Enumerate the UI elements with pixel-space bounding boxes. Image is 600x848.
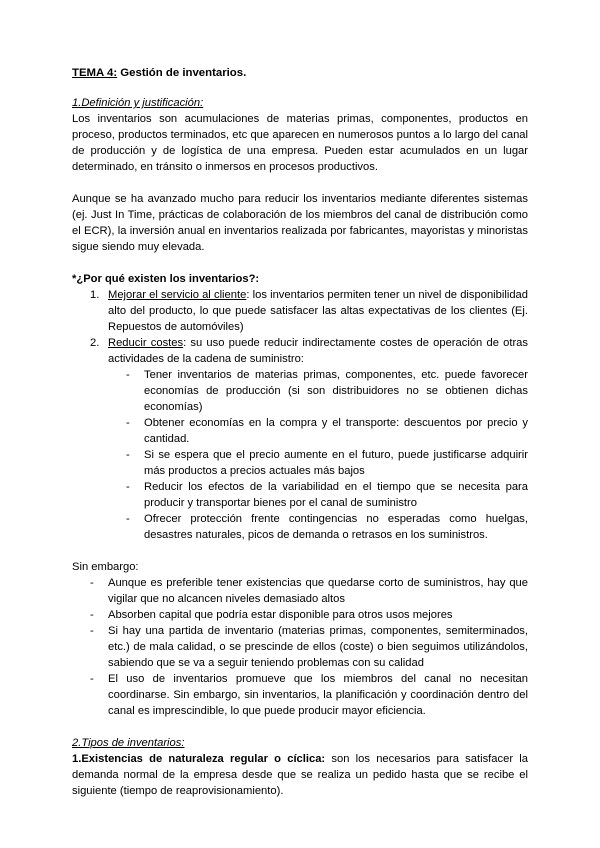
why-heading: *¿Por qué existen los inventarios?:: [72, 273, 260, 285]
dash-marker: -: [126, 417, 130, 429]
dash-marker: -: [126, 481, 130, 493]
however-item: [72, 671, 528, 719]
cost-item-text: Si se espera que el precio aumente en el futuro, puede justificarse adquirir más productos a precios actuales más bajos: [144, 449, 528, 477]
section2-lead: 1.Existencias de naturaleza regular o cíclica:: [72, 753, 326, 765]
dash-marker: -: [90, 625, 94, 637]
why-item-1-text: : los inventarios permiten tener un nivel de disponibilidad alto del producto, lo que puede satisfacer las altas expectativas de los clientes (Ej. Repuestos de automóviles): [108, 289, 528, 333]
dash-marker: -: [90, 577, 94, 589]
dash-marker: -: [126, 369, 130, 381]
however-heading: Sin embargo:: [72, 561, 139, 573]
why-item-1: [72, 287, 528, 335]
dash-marker: -: [126, 513, 130, 525]
why-item-1-number: 1.: [90, 289, 100, 301]
however-item-text: Si hay una partida de inventario (materias primas, componentes, semiterminados, etc.) de mala calidad, o se prescinde de ellos (coste) o bien seguimos utilizándolos, sabiendo que se va a seguir teniendo problemas con su calidad: [108, 625, 528, 669]
however-item-text: Absorben capital que podría estar disponible para otros usos mejores: [108, 609, 453, 621]
dash-marker: -: [126, 449, 130, 461]
section1-paragraph-1: Los inventarios son acumulaciones de materias primas, componentes, productos en proceso, productos terminados, etc que aparecen en numerosos puntos a lo largo del canal de producción y de logística de una empresa. Pueden estar acumulados en un lugar determinado, en tránsito o inmersos en procesos productivos.: [72, 113, 528, 173]
section1-heading: 1.Definición y justificación:: [72, 97, 204, 109]
why-item-2-number: 2.: [90, 337, 100, 349]
cost-item-text: Ofrecer protección frente contingencias no esperadas como huelgas, desastres naturales, picos de demanda o retrasos en los suministros.: [144, 513, 528, 541]
document-page: [72, 65, 528, 799]
however-item: [72, 623, 528, 671]
why-item-2: [72, 335, 528, 367]
why-item-2-lead: Reducir costes: [108, 337, 184, 349]
why-list: [72, 287, 528, 367]
however-item-text: Aunque es preferible tener existencias que quedarse corto de suministros, hay que vigilar que no alcancen niveles demasiado altos: [108, 577, 528, 605]
cost-item: [108, 415, 528, 447]
however-item-text: El uso de inventarios promueve que los miembros del canal no necesitan coordinarse. Sin embargo, sin inventarios, la planificación y coordinación dentro del canal es imprescindible, lo que puede producir mayor eficiencia.: [108, 673, 528, 717]
cost-item: [108, 447, 528, 479]
section1-paragraph-2: Aunque se ha avanzado mucho para reducir los inventarios mediante diferentes sistemas (ej. Just In Time, prácticas de colaboración de los miembros del canal de distribución como el ECR), la inversión anual en inventarios realizada por fabricantes, mayoristas y minoristas sigue siendo muy elevada.: [72, 193, 528, 253]
cost-item-text: Tener inventarios de materias primas, componentes, etc. puede favorecer economías de producción (si son distribuidores no se obtienen dichas economías): [144, 369, 528, 413]
section2-paragraph: [72, 751, 528, 799]
title-prefix: TEMA 4:: [72, 67, 118, 79]
cost-item: [108, 479, 528, 511]
cost-item-text: Reducir los efectos de la variabilidad en el tiempo que se necesita para producir y transportar bienes por el canal de suministro: [144, 481, 528, 509]
document-title: [72, 65, 528, 81]
cost-item: [108, 511, 528, 543]
dash-marker: -: [90, 673, 94, 685]
section2-heading: 2.Tipos de inventarios:: [72, 737, 185, 749]
title-text: Gestión de inventarios.: [117, 67, 247, 79]
section2-text: son los necesarios para satisfacer la demanda normal de la empresa desde que se realiza un pedido hasta que se recibe el siguiente (tiempo de reaprovisionamiento).: [72, 753, 528, 797]
why-item-2-text: : su uso puede reducir indirectamente costes de operación de otras actividades de la cadena de suministro:: [108, 337, 528, 365]
however-list: [72, 575, 528, 719]
cost-item: [108, 367, 528, 415]
dash-marker: -: [90, 609, 94, 621]
cost-item-text: Obtener economías en la compra y el transporte: descuentos por precio y cantidad.: [144, 417, 528, 445]
cost-reduction-list: [72, 367, 528, 543]
however-item: [72, 575, 528, 607]
however-item: [72, 607, 528, 623]
why-item-1-lead: Mejorar el servicio al cliente: [108, 289, 247, 301]
